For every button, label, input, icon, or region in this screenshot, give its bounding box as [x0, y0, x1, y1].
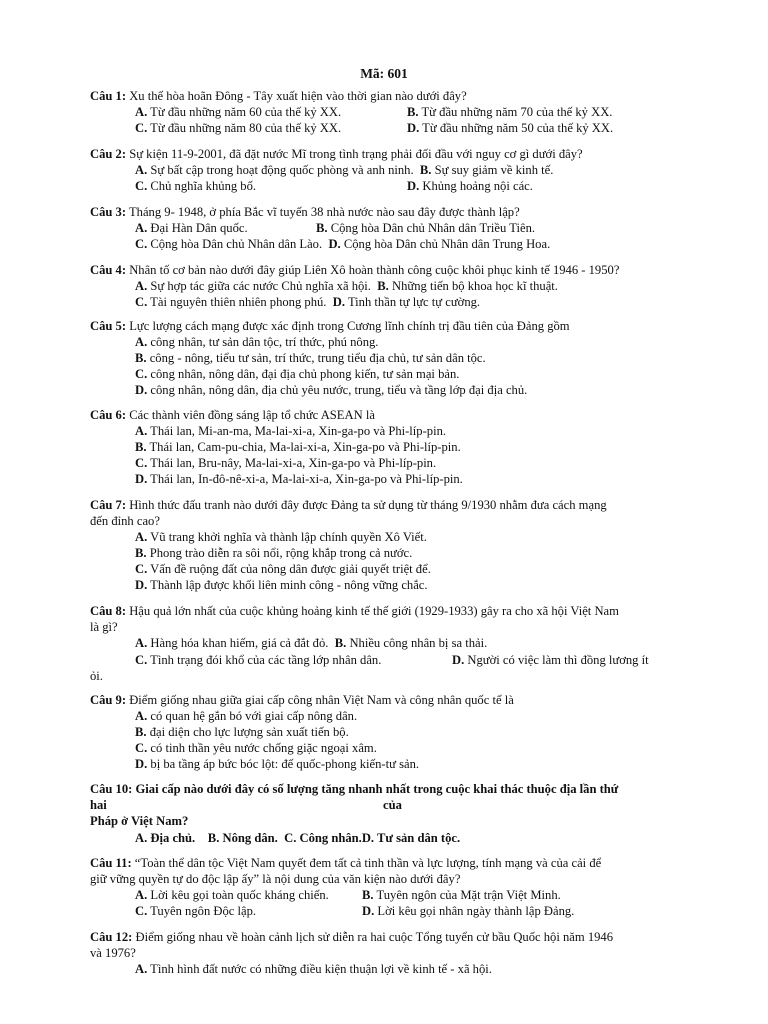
question-10-cont-b: của: [383, 798, 402, 812]
option-c-d: C. Tài nguyên thiên nhiên phong phú. D. Tinh thần tự lực tự cường.: [135, 295, 481, 309]
option-d: D. Thái lan, In-đô-nê-xi-a, Ma-lai-xi-a, Xin-ga-po và Phi-líp-pin.: [135, 472, 463, 486]
option-c: C. Chủ nghĩa khủng bố.: [135, 179, 257, 193]
option-a: A. Đại Hàn Dân quốc.: [135, 221, 248, 235]
option-a: A. công nhân, tư sản dân tộc, trí thức, phú nông.: [135, 335, 379, 349]
option-d: D. bị ba tầng áp bức bóc lột: đế quốc-phong kiến-tư sản.: [135, 757, 420, 771]
question-7: Câu 7: Hình thức đấu tranh nào dưới đây được Đảng ta sử dụng từ tháng 9/1930 nhằm đưa cách mạng: [90, 498, 607, 512]
option-b: B. công - nông, tiểu tư sản, trí thức, trung tiểu địa chủ, tư sản dân tộc.: [135, 351, 486, 365]
exam-code-title: Mã: 601: [360, 66, 408, 81]
question-12-cont: và 1976?: [90, 946, 136, 960]
option-d: D. Từ đầu những năm 50 của thế kỷ XX.: [407, 121, 614, 135]
option-d-cont: ỏi.: [90, 669, 103, 683]
question-12: Câu 12: Điểm giống nhau về hoàn cảnh lịch sử diễn ra hai cuộc Tổng tuyển cử bầu Quốc hội năm 1946: [90, 930, 614, 944]
option-b: B. đại diện cho lực lượng sản xuất tiến bộ.: [135, 725, 349, 739]
question-5: Câu 5: Lực lượng cách mạng được xác định trong Cương lĩnh chính trị đầu tiên của Đảng gồm: [90, 319, 570, 333]
question-label: Câu 1:: [90, 89, 127, 103]
option-c: C. Thái lan, Bru-nây, Ma-lai-xi-a, Xin-ga-po và Phi-líp-pin.: [135, 456, 437, 470]
question-10-options: A. Địa chủ. B. Nông dân. C. Công nhân.D. Tư sản dân tộc.: [135, 831, 461, 845]
option-a-b: A. Hàng hóa khan hiếm, giá cả đắt đỏ. B. Nhiều công nhân bị sa thải.: [135, 636, 488, 650]
option-b: B. Thái lan, Cam-pu-chia, Ma-lai-xi-a, Xin-ga-po và Phi-líp-pin.: [135, 440, 461, 454]
option-a: A. Thái lan, Mi-an-ma, Ma-lai-xi-a, Xin-ga-po và Phi-líp-pin.: [135, 424, 447, 438]
option-b: B. Tuyên ngôn của Mặt trận Việt Minh.: [362, 888, 561, 902]
option-c: C. công nhân, nông dân, đại địa chủ phong kiến, tư sản mại bản.: [135, 367, 460, 381]
option-c-d: C. Cộng hòa Dân chủ Nhân dân Lào. D. Cộng hòa Dân chủ Nhân dân Trung Hoa.: [135, 237, 551, 251]
option-a-b: A. Sự hợp tác giữa các nước Chủ nghĩa xã hội. B. Những tiến bộ khoa học kĩ thuật.: [135, 279, 558, 293]
option-a: A. Lời kêu gọi toàn quốc kháng chiến.: [135, 888, 329, 902]
question-11-cont: giữ vững quyền tự do độc lập ấy” là nội dung của văn kiện nào dưới đây?: [90, 872, 461, 886]
question-6: Câu 6: Các thành viên đồng sáng lập tổ chức ASEAN là: [90, 408, 375, 422]
option-c: C. Vấn đề ruộng đất của nông dân được giải quyết triệt để.: [135, 562, 431, 576]
option-a: A. Từ đầu những năm 60 của thế kỷ XX.: [135, 105, 342, 119]
option-c: C. Từ đầu những năm 80 của thế kỷ XX.: [135, 121, 342, 135]
option-c: C. Tuyên ngôn Độc lập.: [135, 904, 257, 918]
question-8-cont: là gì?: [90, 620, 118, 634]
question-10: Câu 10: Giai cấp nào dưới đây có số lượng tăng nhanh nhất trong cuộc khai thác thuộc địa lần thứ: [90, 782, 619, 796]
option-c: C. có tinh thần yêu nước chống giặc ngoại xâm.: [135, 741, 377, 755]
option-d: D. Khủng hoảng nội các.: [407, 179, 533, 193]
option-d: D. công nhân, nông dân, địa chủ yêu nước, trung, tiểu và tầng lớp đại địa chủ.: [135, 383, 528, 397]
question-3: Câu 3: Tháng 9- 1948, ở phía Bắc vĩ tuyến 38 nhà nước nào sau đây được thành lập?: [90, 205, 520, 219]
option-b: B. Cộng hòa Dân chủ Nhân dân Triều Tiên.: [316, 221, 536, 235]
question-1: [90, 88, 690, 104]
option-d: D. Người có việc làm thì đồng lương ít: [452, 653, 649, 667]
question-text: Xu thế hòa hoãn Đông - Tây xuất hiện vào thời gian nào dưới đây?: [129, 89, 467, 103]
option-a: A. có quan hệ gắn bó với giai cấp nông dân.: [135, 709, 358, 723]
option-a: A. Vũ trang khởi nghĩa và thành lập chính quyền Xô Viết.: [135, 530, 427, 544]
question-10-cont-a: hai: [90, 798, 107, 812]
question-2: Câu 2: Sự kiện 11-9-2001, đã đặt nước Mĩ trong tình trạng phải đối đầu với nguy cơ gì dưới đây?: [90, 147, 583, 161]
option-c: C. Tình trạng đói khổ của các tầng lớp nhân dân.: [135, 653, 382, 667]
option-b: B. Từ đầu những năm 70 của thế kỷ XX.: [407, 105, 613, 119]
question-4: Câu 4: Nhân tố cơ bản nào dưới đây giúp Liên Xô hoàn thành công cuộc khôi phục kinh tế 1946 - 1950?: [90, 263, 620, 277]
option-d: D. Thành lập được khối liên minh công - nông vững chắc.: [135, 578, 428, 592]
question-7-cont: đến đỉnh cao?: [90, 514, 160, 528]
question-11: Câu 11: “Toàn thể dân tộc Việt Nam quyết đem tất cả tinh thần và lực lượng, tính mạng và của cải để: [90, 856, 602, 870]
option-a: A. Tình hình đất nước có những điều kiện thuận lợi về kinh tế - xã hội.: [135, 962, 492, 976]
question-9: Câu 9: Điểm giống nhau giữa giai cấp công nhân Việt Nam và công nhân quốc tế là: [90, 693, 514, 707]
option-a: A. Sự bất cập trong hoạt động quốc phòng và anh ninh. B. Sự suy giảm về kinh tế.: [135, 163, 554, 177]
question-8: Câu 8: Hậu quả lớn nhất của cuộc khủng hoảng kinh tế thế giới (1929-1933) gây ra cho xã hội Việt Nam: [90, 604, 619, 618]
question-10-cont-c: Pháp ở Việt Nam?: [90, 814, 189, 828]
option-b: B. Phong trào diễn ra sôi nổi, rộng khắp trong cả nước.: [135, 546, 413, 560]
option-d: D. Lời kêu gọi nhân ngày thành lập Đảng.: [362, 904, 575, 918]
